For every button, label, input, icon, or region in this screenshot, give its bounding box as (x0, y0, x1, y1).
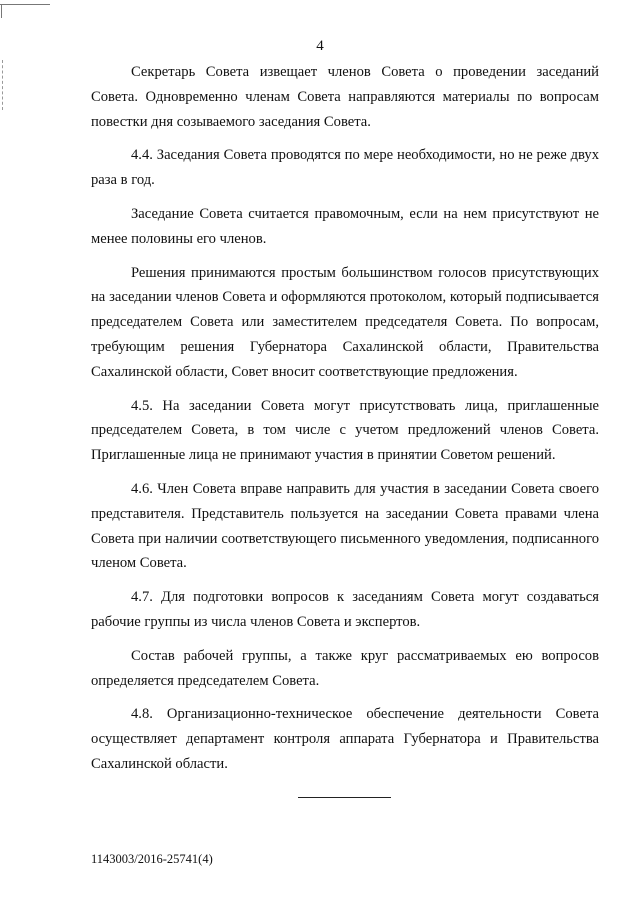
scan-edge-mark-vertical (1, 4, 2, 18)
paragraph-quorum: Заседание Совета считается правомочным, если на нем присутствуют не менее половины его членов. (91, 205, 599, 247)
paragraph-working-group: Состав рабочей группы, а также круг рассматриваемых ею вопросов определяется председателем Совета. (91, 647, 599, 689)
paragraph-4-8: 4.8. Организационно-техническое обеспечение деятельности Совета осуществляет департамент контроля аппарата Губернатора и Правительства Сахалинской области. (91, 706, 599, 772)
scan-left-edge (2, 60, 3, 110)
paragraph-4-7: 4.7. Для подготовки вопросов к заседаниям Совета могут создаваться рабочие группы из числа членов Совета и экспертов. (91, 589, 599, 630)
page-number: 4 (316, 38, 324, 54)
paragraph-4-6: 4.6. Член Совета вправе направить для участия в заседании Совета своего представителя. Представитель пользуется на заседании Совета правами члена Совета при наличии соответствующего письменного уведомления, подписанного членом Совета. (91, 480, 599, 572)
scan-edge-mark (0, 4, 50, 5)
end-separator-line (298, 797, 391, 798)
document-id: 1143003/2016-25741(4) (91, 852, 213, 866)
paragraph-4-4: 4.4. Заседания Совета проводятся по мере необходимости, но не реже двух раза в год. (91, 147, 599, 189)
document-body (91, 60, 599, 786)
paragraph-secretary-notice: Секретарь Совета извещает членов Совета о проведении заседаний Совета. Одновременно членам Совета направляются материалы по вопросам повестки дня созываемого заседания Совета. (91, 64, 599, 130)
paragraph-decisions: Решения принимаются простым большинством голосов присутствующих на заседании членов Совета и оформляются протоколом, который подписывается председателем Совета или заместителем председателя Совета. По вопросам, требующим решения Губернатора Сахалинской области, Правительства Сахалинской области, Совет вносит соответствующие предложения. (91, 264, 599, 380)
paragraph-4-5: 4.5. На заседании Совета могут присутствовать лица, приглашенные председателем Совета, в том числе с учетом предложений членов Совета. Приглашенные лица не принимают участия в принятии Советом решений. (91, 397, 599, 464)
